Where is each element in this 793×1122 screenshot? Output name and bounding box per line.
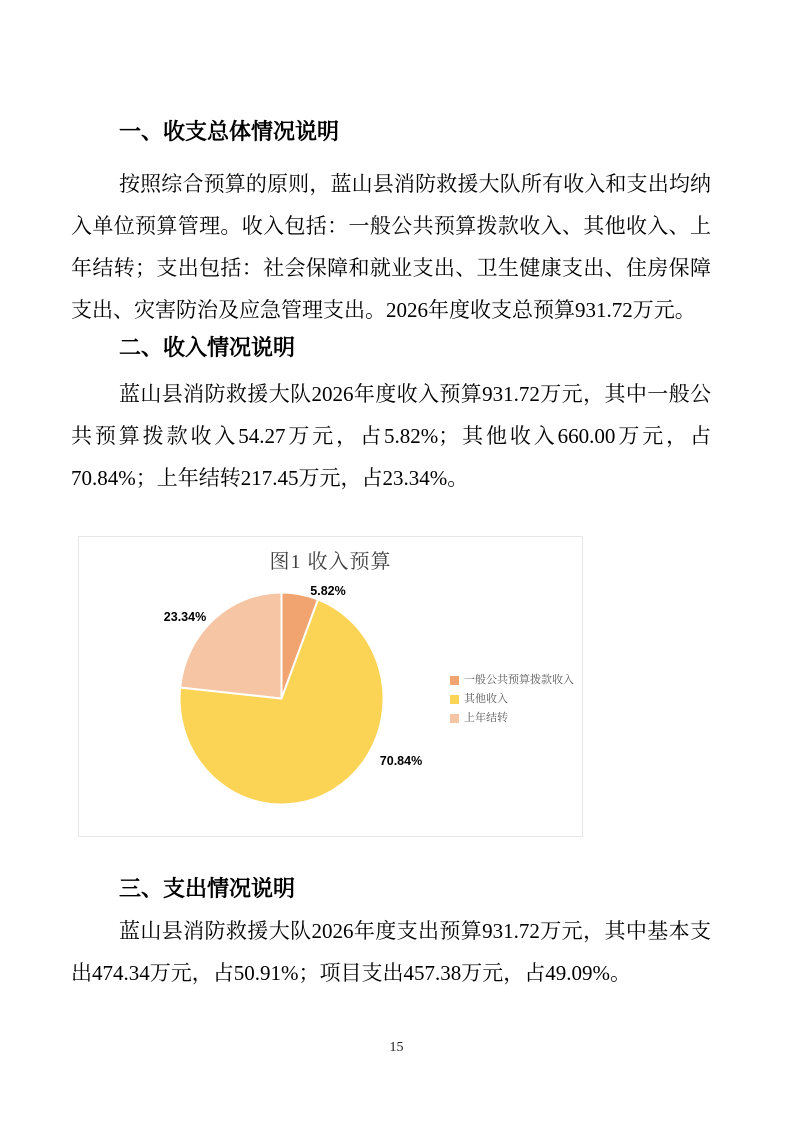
pie-slice-3 <box>180 593 281 699</box>
legend-swatch-icon <box>450 695 459 704</box>
legend-swatch-icon <box>450 676 459 685</box>
section-heading-expenditure: 三、支出情况说明 <box>119 876 296 901</box>
legend-item <box>450 693 574 706</box>
legend-item <box>450 712 574 725</box>
expenditure-paragraph: 蓝山县消防救援大队2026年度支出预算931.72万元，其中基本支出474.34万元，占50.91%；项目支出457.38万元，占49.09%。 <box>71 919 711 985</box>
legend-label: 上年结转 <box>464 712 508 724</box>
pie-data-label: 5.82% <box>310 584 346 598</box>
page-number: 15 <box>389 1040 404 1055</box>
legend-label: 一般公共预算拨款收入 <box>464 674 574 686</box>
chart-title: 图1 收入预算 <box>269 551 392 573</box>
overview-paragraph: 按照综合预算的原则，蓝山县消防救援大队所有收入和支出均纳入单位预算管理。收入包括：一般公共预算拨款收入、其他收入、上年结转；支出包括：社会保障和就业支出、卫生健康支出、住房保障支出、灾害防治及应急管理支出。2026年度收支总预算931.72万元。 <box>71 172 711 322</box>
income-pie-chart <box>78 536 583 837</box>
pie-data-label: 70.84% <box>379 754 423 768</box>
legend-item <box>450 674 574 687</box>
section-heading-overview: 一、收支总体情况说明 <box>119 119 340 144</box>
section-heading-income: 二、收入情况说明 <box>119 335 296 360</box>
chart-legend <box>450 674 574 725</box>
legend-swatch-icon <box>450 714 459 723</box>
income-paragraph: 蓝山县消防救援大队2026年度收入预算931.72万元，其中一般公共预算拨款收入54.27万元，占5.82%；其他收入660.00万元，占70.84%；上年结转217.45万元，占23.34%。 <box>71 382 711 490</box>
legend-label: 其他收入 <box>464 693 508 705</box>
pie-data-label: 23.34% <box>163 610 207 624</box>
